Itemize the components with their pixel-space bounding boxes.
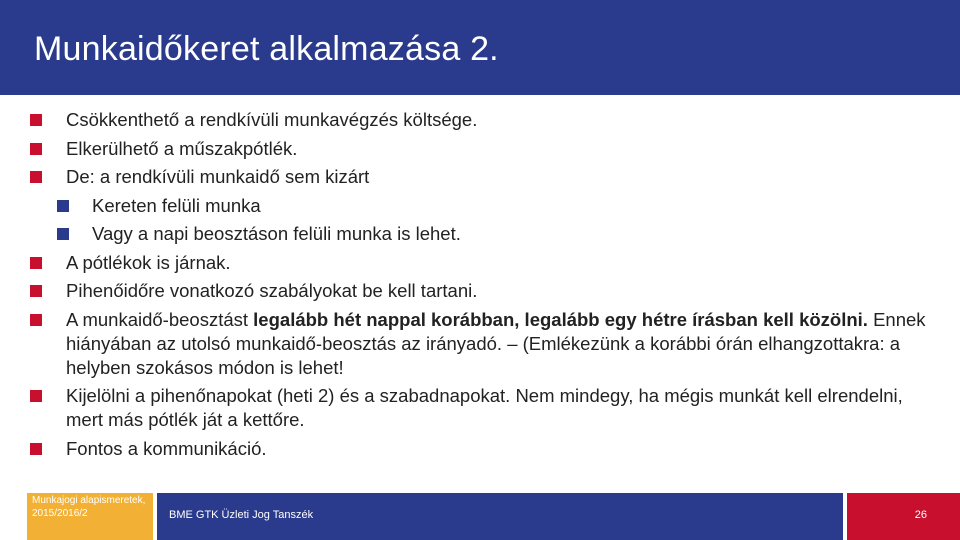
- list-item-text-before: A munkaidő-beosztást: [66, 308, 254, 330]
- footer-course-label: Munkajogi alapismeretek, 2015/2016/2: [27, 493, 153, 540]
- list-item: [30, 384, 930, 432]
- list-item-text: Kijelölni a pihenőnapokat (heti 2) és a szabadnapokat. Nem mindegy, ha mégis munkát kell elrendelni, mert más pótlék ját a kettőre.: [66, 385, 903, 430]
- square-sub-bullet-icon: [57, 228, 69, 240]
- square-bullet-icon: [30, 257, 42, 269]
- list-item: [30, 108, 930, 132]
- list-item: [30, 308, 930, 380]
- list-item: [30, 137, 930, 161]
- footer-department: BME GTK Üzleti Jog Tanszék: [157, 493, 843, 540]
- list-item: [30, 437, 930, 461]
- list-item-text-bold: legalább hét nappal korábban, legalább egy hétre írásban kell közölni.: [253, 308, 868, 330]
- square-bullet-icon: [30, 143, 42, 155]
- sub-list-item: [30, 194, 930, 218]
- list-item-text: Vagy a napi beosztáson felüli munka is lehet.: [92, 223, 461, 244]
- list-item-text: Pihenőidőre vonatkozó szabályokat be kell tartani.: [66, 280, 478, 301]
- sub-list-item: [30, 222, 930, 246]
- square-bullet-icon: [30, 114, 42, 126]
- list-item: [30, 251, 930, 275]
- square-bullet-icon: [30, 285, 42, 297]
- square-bullet-icon: [30, 171, 42, 183]
- list-item-text: Csökkenthető a rendkívüli munkavégzés költsége.: [66, 109, 478, 130]
- list-item: [30, 279, 930, 303]
- list-item-text: Fontos a kommunikáció.: [66, 437, 267, 459]
- square-bullet-icon: [30, 390, 42, 402]
- list-item-text-after: Ennek hiányában az utolsó munkaidő-beosztás az irányadó. – (Emlékezünk a korábbi órán elhangzottakra: a helyben szokásos módon is lehet!: [66, 308, 926, 378]
- list-item-text: Elkerülhető a műszakpótlék.: [66, 137, 298, 159]
- square-bullet-icon: [30, 314, 42, 326]
- list-item-text: A pótlékok is járnak.: [66, 251, 231, 273]
- footer-page-number: 26: [847, 493, 960, 540]
- bullet-list: [30, 108, 930, 465]
- square-bullet-icon: [30, 443, 42, 455]
- slide-title: Munkaidőkeret alkalmazása 2.: [34, 30, 499, 68]
- square-sub-bullet-icon: [57, 200, 69, 212]
- list-item-text: De: a rendkívüli munkaidő sem kizárt: [66, 166, 370, 187]
- title-bar: [0, 0, 960, 95]
- list-item-text: Kereten felüli munka: [92, 194, 261, 216]
- list-item: [30, 165, 930, 189]
